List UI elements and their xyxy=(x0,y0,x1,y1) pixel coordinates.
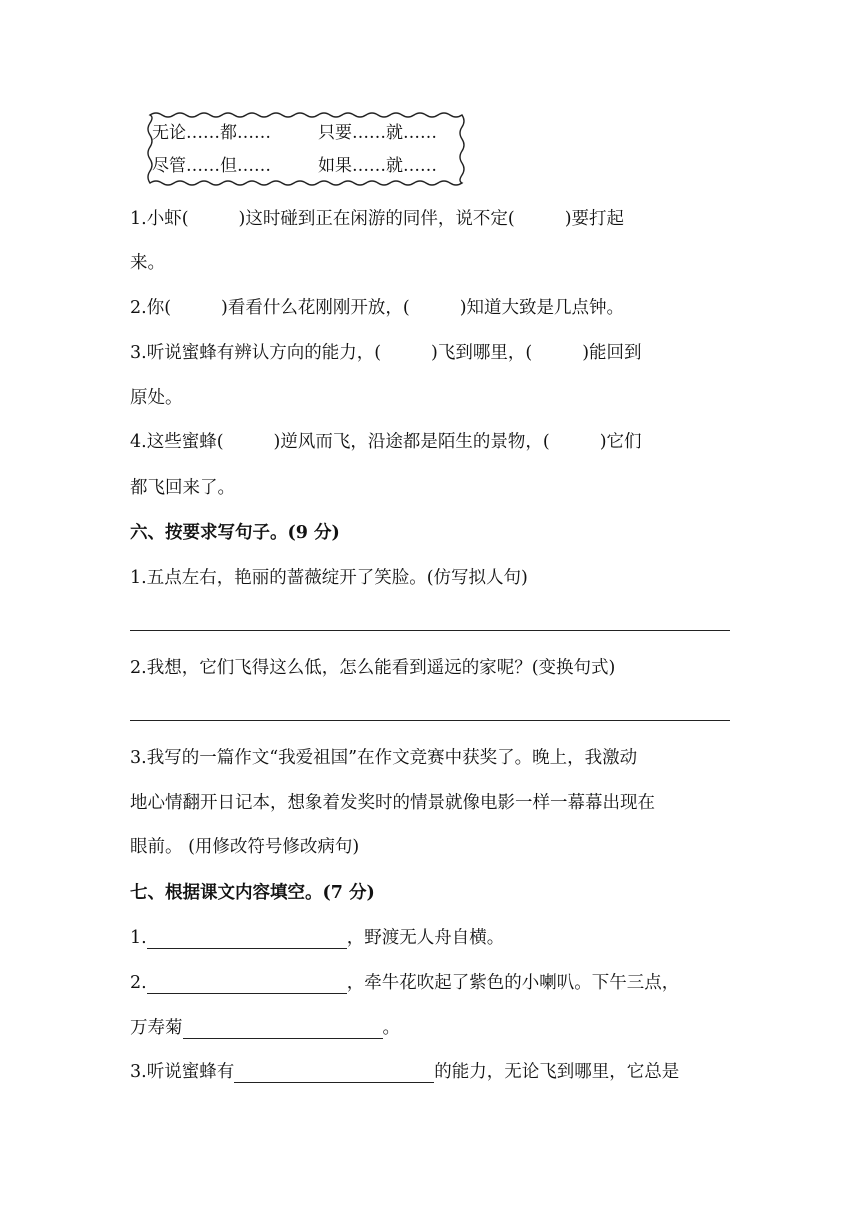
question-number: 2. xyxy=(130,298,147,318)
question-7-3 xyxy=(130,1061,679,1083)
question-number: 1. xyxy=(130,209,147,229)
question-7-2-line1 xyxy=(130,972,679,994)
question-text: 万寿菊 xyxy=(130,1018,183,1038)
question-5-1-line2: 来。 xyxy=(130,253,165,273)
question-text: )看看什么花刚刚开放，( xyxy=(221,298,410,318)
question-7-2-line2 xyxy=(130,1017,400,1039)
question-6-3-line1: 3.我写的一篇作文“我爱祖国”在作文竞赛中获奖了。晚上，我激动 xyxy=(130,748,638,768)
question-5-4-line1 xyxy=(130,431,642,453)
question-text: 你( xyxy=(146,298,172,318)
question-6-1: 1.五点左右，艳丽的蔷薇绽开了笑脸。(仿写拟人句) xyxy=(130,568,528,588)
question-5-4-line2: 都飞回来了。 xyxy=(130,478,235,498)
question-text: )这时碰到正在闲游的同伴，说不定( xyxy=(238,209,515,229)
question-number: 2. xyxy=(130,973,147,993)
question-number: 3. xyxy=(130,343,147,363)
question-text: )逆风而飞，沿途都是陌生的景物，( xyxy=(273,432,550,452)
question-text: )它们 xyxy=(599,432,642,452)
question-text: ，野渡无人舟自横。 xyxy=(346,928,505,948)
question-5-3-line1 xyxy=(130,342,642,364)
answer-line-6-2[interactable] xyxy=(130,720,730,721)
section-7-heading: 七、根据课文内容填空。(7 分) xyxy=(130,883,375,903)
section-6-heading: 六、按要求写句子。(9 分) xyxy=(130,523,340,543)
conjunction-pair-4: 如果……就…… xyxy=(318,156,437,176)
word-choice-box xyxy=(146,111,466,187)
answer-line-6-1[interactable] xyxy=(130,630,730,631)
fill-in-blank[interactable] xyxy=(183,1018,383,1039)
question-6-3-line3: 眼前。 (用修改符号修改病句) xyxy=(130,837,360,857)
question-7-1 xyxy=(130,927,504,949)
question-5-2 xyxy=(130,297,624,319)
question-text: )要打起 xyxy=(564,209,625,229)
question-number: 3. xyxy=(130,1062,147,1082)
question-5-3-line2: 原处。 xyxy=(130,388,183,408)
fill-in-blank[interactable] xyxy=(234,1062,434,1083)
question-text: )能回到 xyxy=(582,343,642,363)
question-text: 这些蜜蜂( xyxy=(146,432,224,452)
fill-in-blank[interactable] xyxy=(147,928,347,949)
question-6-2: 2.我想，它们飞得这么低，怎么能看到遥远的家呢？(变换句式) xyxy=(130,658,616,678)
conjunction-pair-1: 无论……都…… xyxy=(152,123,271,143)
conjunction-pair-2: 只要……就…… xyxy=(318,123,437,143)
question-number: 1. xyxy=(130,928,147,948)
question-text: 。 xyxy=(382,1018,400,1038)
fill-in-blank[interactable] xyxy=(147,973,347,994)
question-text: ，牵牛花吹起了紫色的小喇叭。下午三点， xyxy=(346,973,680,993)
question-text: 小虾( xyxy=(146,209,189,229)
question-text: 听说蜜蜂有 xyxy=(146,1062,235,1082)
question-text: 听说蜜蜂有辨认方向的能力，( xyxy=(146,343,382,363)
question-text: 的能力，无论飞到哪里，它总是 xyxy=(434,1062,680,1082)
question-text: )飞到哪里，( xyxy=(431,343,533,363)
question-6-3-line2: 地心情翻开日记本，想象着发奖时的情景就像电影一样一幕幕出现在 xyxy=(130,793,655,813)
question-text: )知道大致是几点钟。 xyxy=(459,298,625,318)
question-number: 4. xyxy=(130,432,147,452)
conjunction-pair-3: 尽管……但…… xyxy=(152,156,271,176)
question-5-1-line1 xyxy=(130,208,624,230)
